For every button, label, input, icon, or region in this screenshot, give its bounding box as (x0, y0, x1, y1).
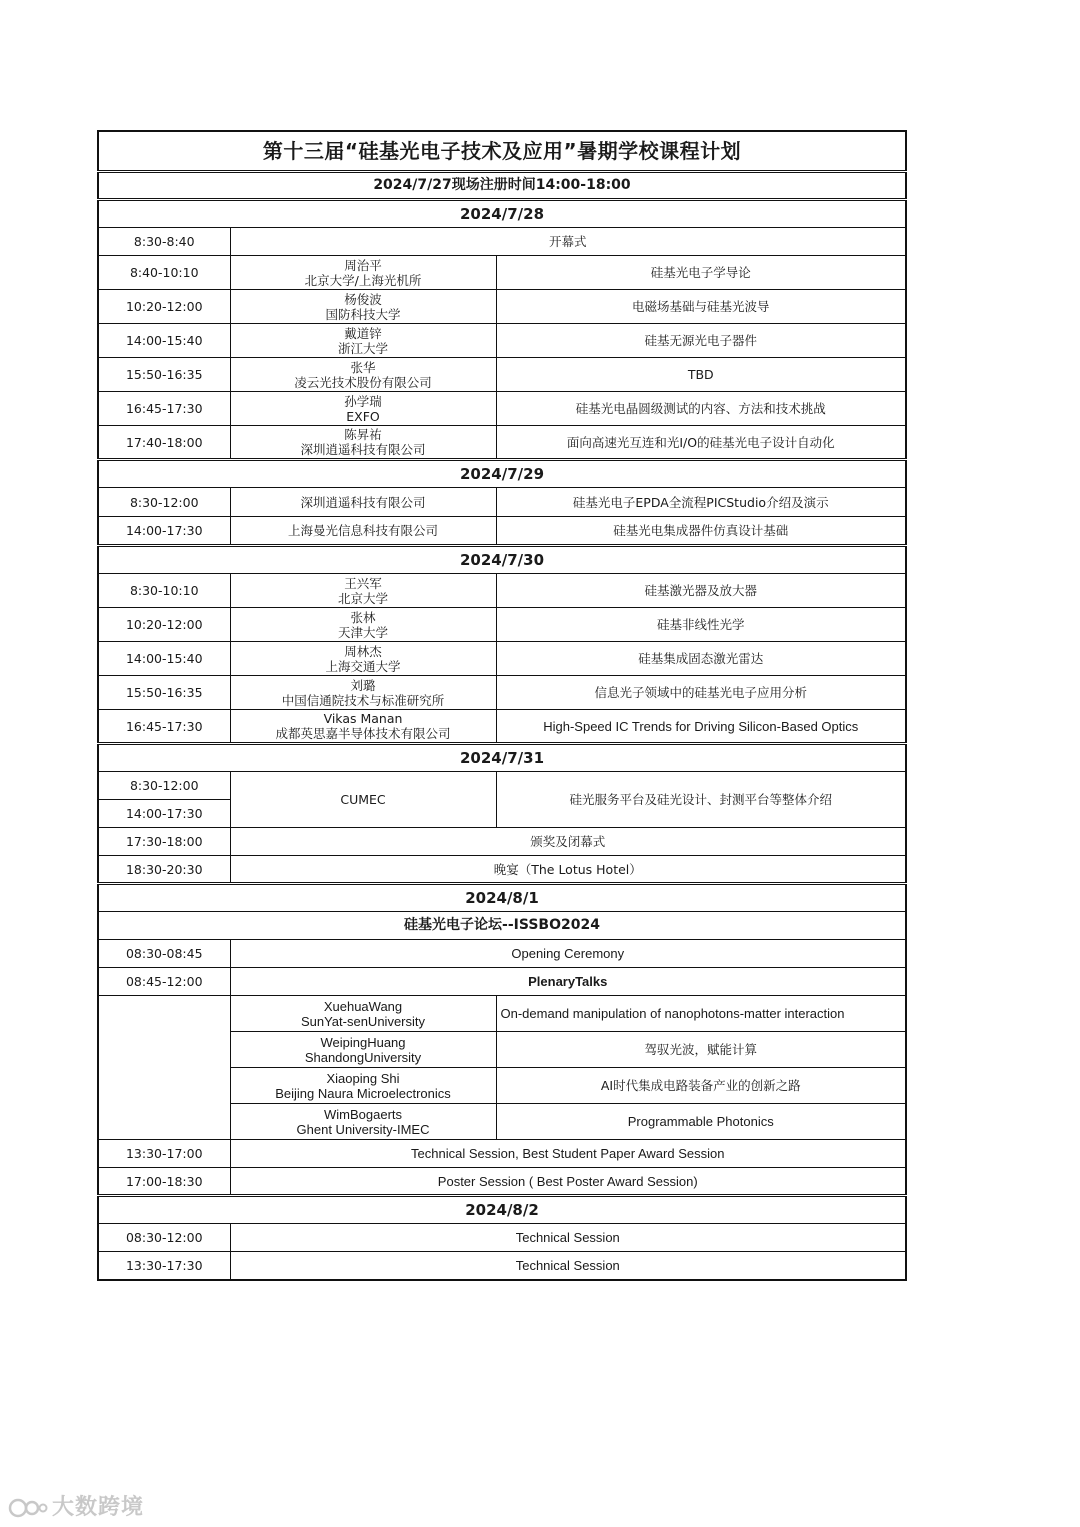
topic-cell: 硅光服务平台及硅光设计、封测平台等整体介绍 (496, 772, 906, 828)
speaker-name: WeipingHuang (320, 1034, 406, 1050)
speaker-name: 杨俊波 (344, 291, 382, 307)
speaker-name: 周林杰 (344, 643, 382, 659)
schedule-row (98, 574, 906, 608)
time-cell: 14:00-17:30 (98, 517, 230, 546)
speaker-cell: 上海曼光信息科技有限公司 (230, 517, 496, 546)
topic-cell: 硅基激光器及放大器 (496, 574, 906, 608)
day-header: 2024/7/30 (98, 546, 906, 574)
schedule-row (98, 517, 906, 546)
schedule-table (97, 130, 907, 1281)
speaker-cell (230, 256, 496, 290)
schedule-row (98, 392, 906, 426)
schedule-row (98, 1252, 906, 1280)
time-cell: 13:30-17:00 (98, 1140, 230, 1168)
time-cell: 14:00-15:40 (98, 642, 230, 676)
speaker-cell (230, 676, 496, 710)
schedule-row (98, 772, 906, 800)
speaker-cell (230, 642, 496, 676)
topic-cell: 硅基集成固态激光雷达 (496, 642, 906, 676)
event-cell: Technical Session (230, 1252, 906, 1280)
speaker-org: EXFO (346, 408, 380, 424)
speaker-name: 王兴军 (344, 575, 382, 591)
time-cell: 13:30-17:30 (98, 1252, 230, 1280)
topic-cell: Programmable Photonics (496, 1104, 906, 1140)
time-cell: 10:20-12:00 (98, 608, 230, 642)
event-cell: Opening Ceremony (230, 940, 906, 968)
time-cell: 17:00-18:30 (98, 1168, 230, 1196)
event-cell: 晚宴（The Lotus Hotel） (230, 856, 906, 884)
speaker-name: 张林 (350, 609, 376, 625)
time-cell: 8:30-10:10 (98, 574, 230, 608)
topic-cell: 电磁场基础与硅基光波导 (496, 290, 906, 324)
day-header: 2024/7/29 (98, 460, 906, 488)
speaker-org: SunYat-senUniversity (300, 1013, 426, 1029)
speaker-org: 中国信通院技术与标准研究所 (281, 692, 445, 708)
schedule-row (98, 426, 906, 460)
schedule-row (98, 358, 906, 392)
speaker-cell (230, 426, 496, 460)
time-cell: 16:45-17:30 (98, 392, 230, 426)
day-header: 2024/7/31 (98, 744, 906, 772)
schedule-row (98, 940, 906, 968)
speaker-cell (230, 1068, 496, 1104)
time-cell: 16:45-17:30 (98, 710, 230, 744)
speaker-cell (230, 358, 496, 392)
speaker-cell (230, 1032, 496, 1068)
watermark-text: 大数跨境 (52, 1495, 145, 1520)
schedule-row (98, 608, 906, 642)
time-cell: 8:40-10:10 (98, 256, 230, 290)
schedule-row (98, 228, 906, 256)
time-cell: 10:20-12:00 (98, 290, 230, 324)
topic-cell: 信息光子领域中的硅基光电子应用分析 (496, 676, 906, 710)
speaker-org: 天津大学 (337, 624, 388, 640)
time-cell: 08:45-12:00 (98, 968, 230, 996)
speaker-org: Ghent University-IMEC (296, 1121, 430, 1137)
speaker-org: 浙江大学 (337, 340, 388, 356)
event-cell: PlenaryTalks (230, 968, 906, 996)
speaker-cell (230, 574, 496, 608)
event-cell: Technical Session, Best Student Paper Award Session (230, 1140, 906, 1168)
time-cell: 14:00-17:30 (98, 800, 230, 828)
speaker-name: 戴道锌 (344, 325, 382, 341)
schedule-row (98, 996, 906, 1032)
speaker-org: Beijing Naura Microelectronics (275, 1085, 451, 1101)
speaker-cell (230, 290, 496, 324)
topic-cell: On-demand manipulation of nanophotons-matter interaction (496, 996, 906, 1032)
topic-cell: 硅基非线性光学 (496, 608, 906, 642)
speaker-org: 凌云光技术股份有限公司 (294, 374, 432, 390)
event-cell: Poster Session ( Best Poster Award Session) (230, 1168, 906, 1196)
topic-cell: 硅基光电晶圆级测试的内容、方法和技术挑战 (496, 392, 906, 426)
topic-cell: 驾驭光波，赋能计算 (496, 1032, 906, 1068)
speaker-org: 北京大学 (337, 590, 388, 606)
time-cell: 8:30-12:00 (98, 488, 230, 517)
time-cell: 15:50-16:35 (98, 676, 230, 710)
event-cell: 颁奖及闭幕式 (230, 828, 906, 856)
registration-info: 2024/7/27现场注册时间14:00-18:00 (98, 172, 906, 200)
time-cell: 08:30-08:45 (98, 940, 230, 968)
speaker-name: 张华 (350, 359, 376, 375)
time-cell: 14:00-15:40 (98, 324, 230, 358)
speaker-name: WimBogaerts (323, 1106, 403, 1122)
speaker-cell (230, 710, 496, 744)
speaker-name: XuehuaWang (323, 998, 403, 1014)
forum-title: 硅基光电子论坛--ISSBO2024 (98, 912, 906, 940)
schedule-row (98, 968, 906, 996)
schedule-row (98, 1224, 906, 1252)
topic-cell: 面向高速光互连和光I/O的硅基光电子设计自动化 (496, 426, 906, 460)
speaker-cell (230, 324, 496, 358)
logo-icon (8, 1497, 48, 1519)
speaker-cell: 深圳逍遥科技有限公司 (230, 488, 496, 517)
speaker-cell (230, 608, 496, 642)
schedule-row (98, 856, 906, 884)
speaker-org: 国防科技大学 (325, 306, 401, 322)
speaker-org: ShandongUniversity (304, 1049, 422, 1065)
time-cell: 18:30-20:30 (98, 856, 230, 884)
speaker-org: 上海交通大学 (325, 658, 401, 674)
topic-cell: TBD (496, 358, 906, 392)
speaker-cell: CUMEC (230, 772, 496, 828)
time-cell: 8:30-8:40 (98, 228, 230, 256)
day-header: 2024/7/28 (98, 200, 906, 228)
schedule-row (98, 1140, 906, 1168)
speaker-name: 周治平 (344, 257, 382, 273)
speaker-name: Vikas Manan (323, 711, 403, 726)
time-cell: 17:30-18:00 (98, 828, 230, 856)
speaker-org: 北京大学/上海光机所 (304, 272, 422, 288)
schedule-row (98, 290, 906, 324)
schedule-row (98, 256, 906, 290)
time-cell: 17:40-18:00 (98, 426, 230, 460)
speaker-org: 成都英思嘉半导体技术有限公司 (275, 726, 451, 741)
topic-cell: 硅基光电集成器件仿真设计基础 (496, 517, 906, 546)
time-cell: 15:50-16:35 (98, 358, 230, 392)
schedule-row (98, 324, 906, 358)
page-title: 第十三届“硅基光电子技术及应用”暑期学校课程计划 (98, 131, 906, 172)
schedule-row (98, 828, 906, 856)
schedule-row (98, 676, 906, 710)
speaker-cell (230, 996, 496, 1032)
speaker-name: Xiaoping Shi (326, 1070, 400, 1086)
schedule-row (98, 488, 906, 517)
topic-cell: AI时代集成电路装备产业的创新之路 (496, 1068, 906, 1104)
speaker-org: 深圳逍遥科技有限公司 (300, 442, 426, 457)
title-row (98, 131, 906, 172)
topic-cell: 硅基无源光电子器件 (496, 324, 906, 358)
speaker-name: 孙学瑞 (344, 393, 382, 409)
day-header: 2024/8/1 (98, 884, 906, 912)
topic-cell: High-Speed IC Trends for Driving Silicon-Based Optics (496, 710, 906, 744)
event-cell: 开幕式 (230, 228, 906, 256)
speaker-cell (230, 1104, 496, 1140)
event-cell: Technical Session (230, 1224, 906, 1252)
watermark (8, 1490, 144, 1521)
speaker-cell (230, 392, 496, 426)
speaker-name: 陈昇祐 (344, 427, 382, 442)
speaker-name: 刘璐 (350, 677, 376, 693)
topic-cell: 硅基光电子学导论 (496, 256, 906, 290)
schedule-row (98, 710, 906, 744)
time-cell-empty (98, 996, 230, 1140)
time-cell: 8:30-12:00 (98, 772, 230, 800)
time-cell: 08:30-12:00 (98, 1224, 230, 1252)
schedule-row (98, 1168, 906, 1196)
schedule-row (98, 642, 906, 676)
topic-cell: 硅基光电子EPDA全流程PICStudio介绍及演示 (496, 488, 906, 517)
day-header: 2024/8/2 (98, 1196, 906, 1224)
